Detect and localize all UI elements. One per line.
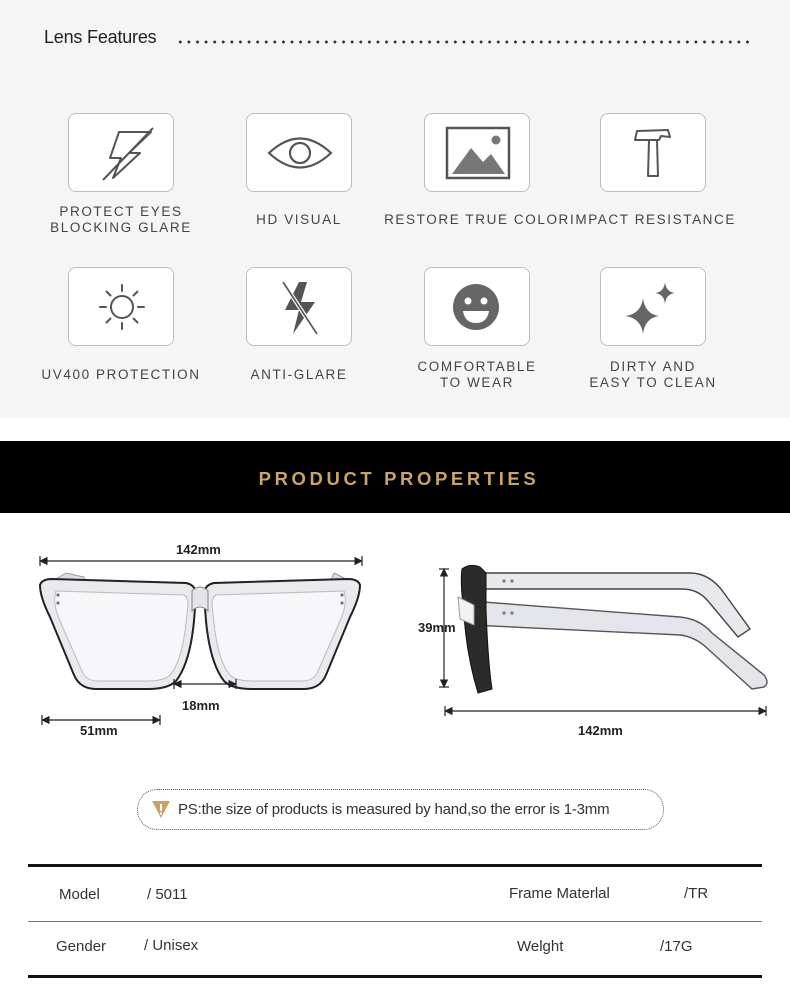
- side-view-glasses: [458, 565, 767, 693]
- feature-icon-box: [600, 113, 706, 192]
- feature-label: TO WEAR: [440, 375, 514, 390]
- crossed-lightning-icon: [247, 268, 353, 347]
- table-rule: [28, 864, 762, 867]
- feature-label: PROTECT EYES: [59, 204, 183, 219]
- lens-height-label: 39mm: [418, 620, 456, 635]
- frame-material-value: /TR: [684, 885, 709, 902]
- feature-icon-box: [424, 113, 530, 192]
- gender-label: Gender: [56, 938, 107, 955]
- feature-label: UV400 PROTECTION: [41, 367, 201, 382]
- feature-label: ANTI-GLARE: [250, 367, 348, 382]
- feature-label: EASY TO CLEAN: [589, 375, 717, 390]
- measurement-notice: [137, 789, 664, 830]
- lens-features-heading: Lens Features: [44, 27, 157, 47]
- weight-value: /17G: [660, 938, 693, 955]
- weight-label: Welght: [517, 938, 564, 955]
- lightning-icon: [69, 114, 175, 193]
- hammer-icon: [601, 114, 707, 193]
- smiley-icon: [425, 268, 531, 347]
- table-rule: [28, 975, 762, 978]
- table-divider: [28, 921, 762, 922]
- feature-label: BLOCKING GLARE: [50, 220, 192, 235]
- front-width-label: 142mm: [176, 542, 221, 557]
- feature-icon-box: [246, 113, 352, 192]
- lens-width-label: 51mm: [80, 723, 118, 738]
- dotted-divider: [176, 40, 752, 44]
- bridge-width-label: 18mm: [182, 698, 220, 713]
- sun-icon: [69, 268, 175, 347]
- eye-icon: [247, 114, 353, 193]
- feature-label: IMPACT RESISTANCE: [570, 212, 736, 227]
- lens-features-section: [0, 0, 790, 418]
- model-label: Model: [59, 886, 100, 903]
- feature-label: HD VISUAL: [256, 212, 342, 227]
- front-view-glasses: [40, 573, 360, 689]
- spec-table: [28, 864, 762, 978]
- gender-value: / Unisex: [144, 937, 199, 954]
- frame-material-label: Frame Materlal: [509, 885, 610, 902]
- picture-icon: [425, 114, 531, 193]
- warning-icon: [150, 799, 172, 819]
- feature-icon-box: [600, 267, 706, 346]
- feature-label: RESTORE TRUE COLOR: [384, 212, 570, 227]
- product-properties-banner: [0, 441, 790, 513]
- banner-title: PRODUCT PROPERTIES: [258, 468, 540, 489]
- feature-label: DIRTY AND: [610, 359, 696, 374]
- notice-text: PS:the size of products is measured by hand,so the error is 1-3mm: [178, 801, 610, 818]
- feature-icon-box: [424, 267, 530, 346]
- feature-icon-box: [246, 267, 352, 346]
- feature-label: COMFORTABLE: [417, 359, 537, 374]
- feature-icon-box: [68, 267, 174, 346]
- model-value: / 5011: [147, 886, 188, 903]
- feature-icon-box: [68, 113, 174, 192]
- dimension-drawings: [0, 513, 790, 783]
- sparkle-icon: [601, 268, 707, 347]
- temple-length-label: 142mm: [578, 723, 623, 738]
- glasses-diagram: [0, 513, 790, 783]
